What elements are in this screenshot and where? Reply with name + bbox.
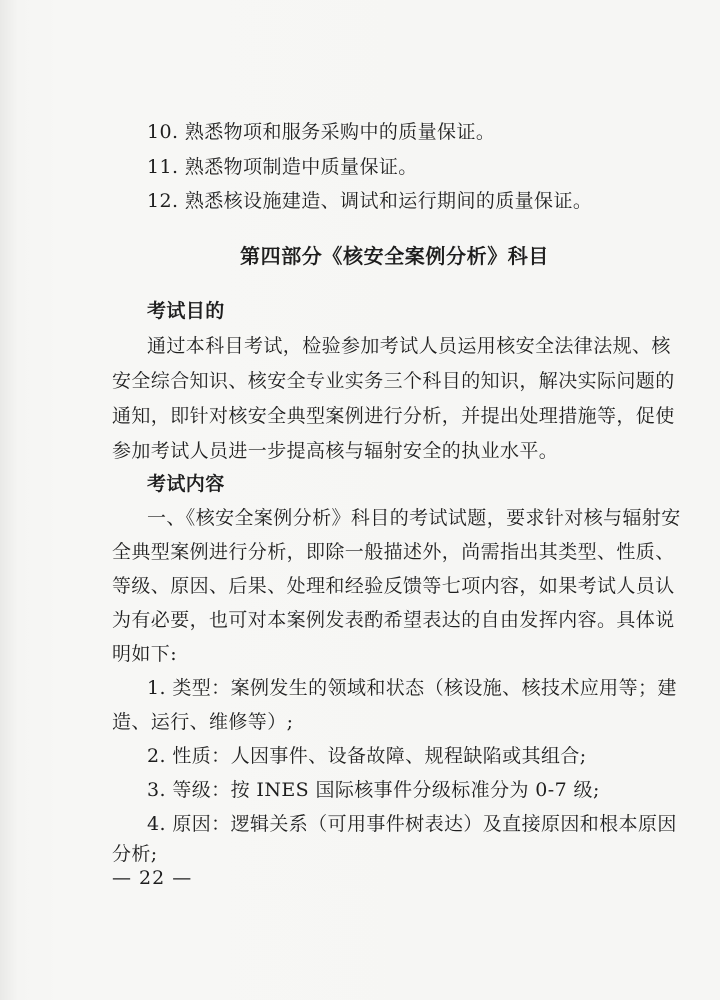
content-intro-line-4: 为有必要，也可对本案例发表酌希望表达的自由发挥内容。具体说 — [112, 609, 675, 631]
purpose-line-1: 通过本科目考试，检验参加考试人员运用核安全法律法规、核 — [147, 335, 671, 357]
page-number: — 22 — — [112, 867, 193, 889]
content-intro-line-5: 明如下: — [112, 643, 178, 665]
purpose-line-4: 参加考试人员进一步提高核与辐射安全的执业水平。 — [112, 440, 559, 462]
list-item-10: 10. 熟悉物项和服务采购中的质量保证。 — [147, 121, 496, 143]
content-item-2: 2. 性质：人因事件、设备故障、规程缺陷或其组合; — [147, 745, 587, 767]
content-item-4-line-1: 4. 原因：逻辑关系（可用事件树表达）及直接原因和根本原因 — [147, 813, 677, 835]
list-item-11: 11. 熟悉物项制造中质量保证。 — [147, 156, 418, 178]
content-item-1-line-2: 造、运行、维修等）; — [112, 711, 294, 733]
list-item-12: 12. 熟悉核设施建造、调试和运行期间的质量保证。 — [147, 190, 593, 212]
content-item-4-line-2: 分析; — [112, 843, 158, 865]
content-intro-line-2: 全典型案例进行分析，即除一般描述外，尚需指出其类型、性质、 — [112, 541, 675, 563]
content-intro-line-3: 等级、原因、后果、处理和经验反馈等七项内容，如果考试人员认 — [112, 575, 675, 597]
purpose-heading: 考试目的 — [147, 300, 225, 322]
content-item-1-line-1: 1. 类型：案例发生的领域和状态（核设施、核技术应用等；建 — [147, 677, 677, 699]
section-title: 第四部分《核安全案例分析》科目 — [240, 244, 549, 268]
content-item-3: 3. 等级：按 INES 国际核事件分级标准分为 0-7 级; — [147, 779, 600, 801]
content-intro-line-1: 一、《核安全案例分析》科目的考试试题，要求针对核与辐射安 — [147, 507, 681, 529]
content-heading: 考试内容 — [147, 473, 225, 495]
purpose-line-3: 通知，即针对核安全典型案例进行分析，并提出处理措施等，促使 — [112, 405, 675, 427]
purpose-line-2: 安全综合知识、核安全专业实务三个科目的知识，解决实际问题的 — [112, 370, 675, 392]
